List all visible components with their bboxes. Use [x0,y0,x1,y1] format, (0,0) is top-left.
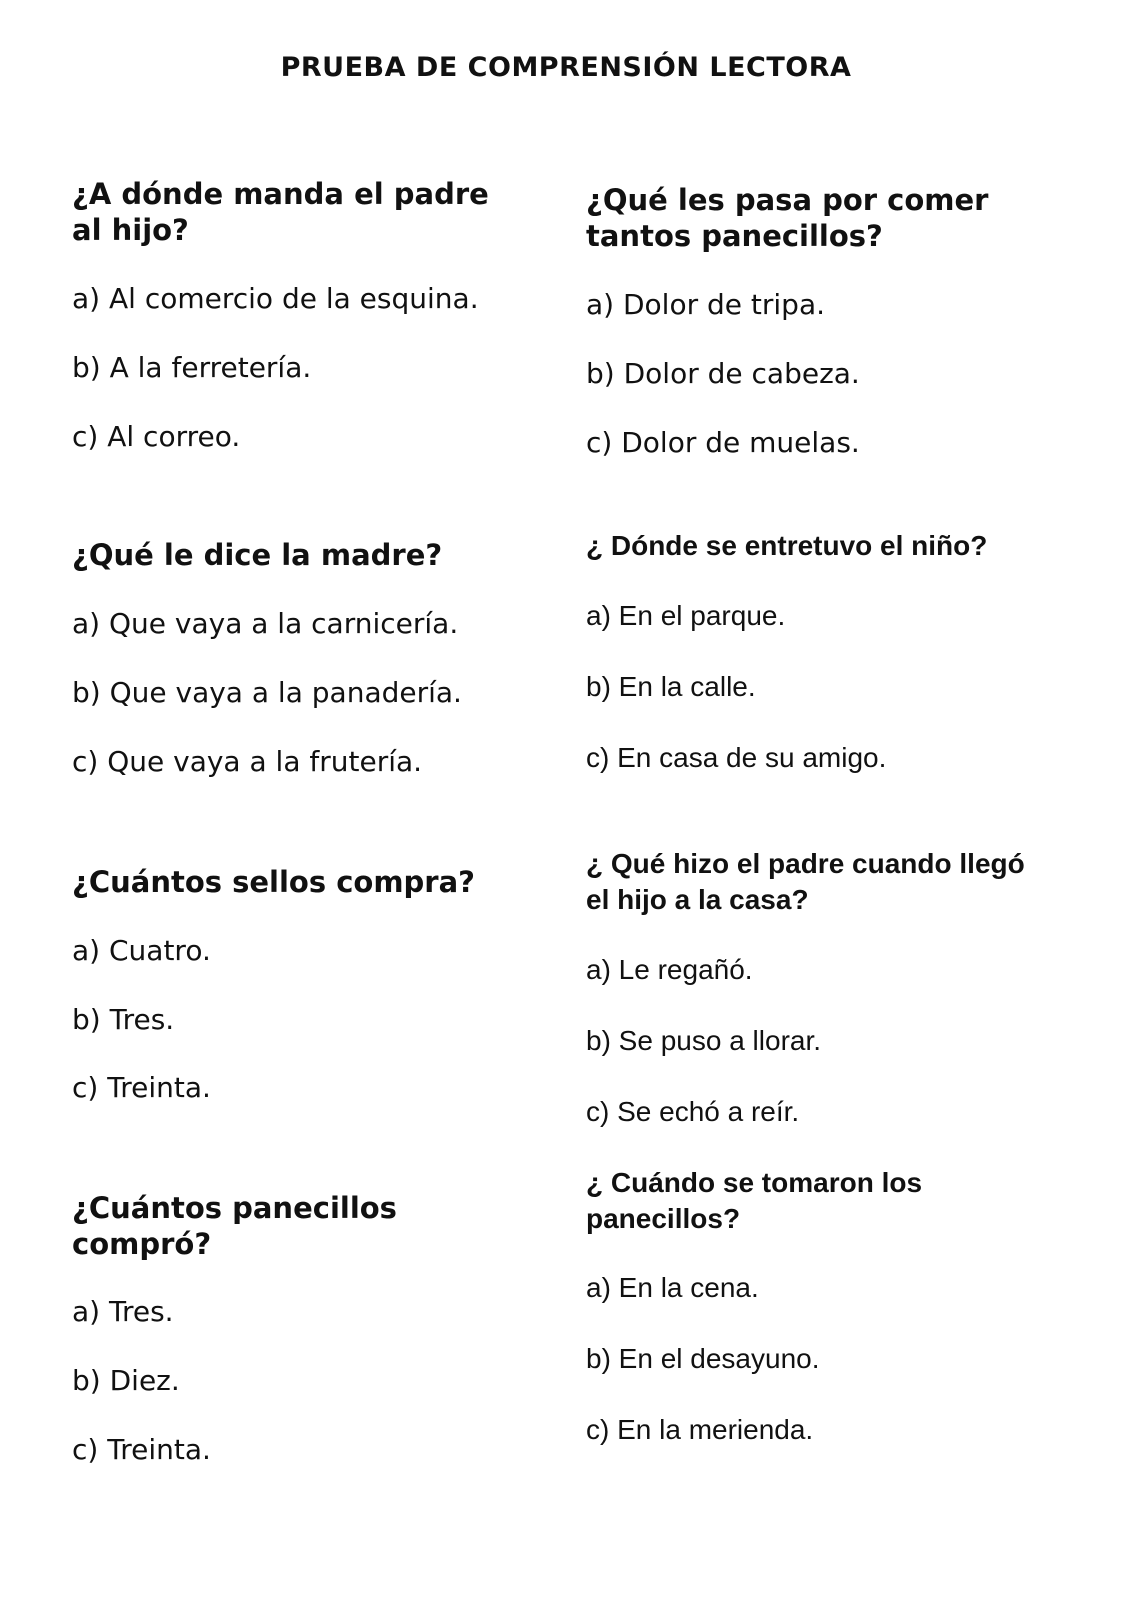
question-3-text: ¿Cuántos sellos compra? [72,865,475,899]
question-5-option-a: a) Dolor de tripa. [586,288,825,321]
question-3-option-b: b) Tres. [72,1003,175,1036]
question-2-option-b: b) Que vaya a la panadería. [72,676,462,709]
question-4-option-a: a) Tres. [72,1295,174,1328]
question-5-text: ¿Qué les pasa por comer tantos panecillos? [586,183,989,253]
question-1 [72,176,542,453]
question-1-option-a: a) Al comercio de la esquina. [72,282,479,315]
question-5-option-b: b) Dolor de cabeza. [586,357,860,390]
question-5 [586,182,1086,459]
question-8-option-b: b) En el desayuno. [586,1343,820,1374]
question-8-option-c: c) En la merienda. [586,1414,814,1445]
question-8-option-a: a) En la cena. [586,1272,759,1303]
question-5-option-c: c) Dolor de muelas. [586,426,860,459]
question-4-option-c: c) Treinta. [72,1433,211,1466]
question-2-text: ¿Qué le dice la madre? [72,538,443,572]
question-7 [586,846,1086,1127]
question-2-option-a: a) Que vaya a la carnicería. [72,607,459,640]
question-3-option-c: c) Treinta. [72,1071,211,1104]
question-7-text: ¿ Qué hizo el padre cuando llegó el hijo a la casa? [586,848,1025,915]
question-6-option-c: c) En casa de su amigo. [586,742,887,773]
question-8 [586,1165,1086,1445]
question-1-option-b: b) A la ferretería. [72,351,312,384]
question-3 [72,864,542,1104]
question-7-option-b: b) Se puso a llorar. [586,1025,822,1056]
question-6-option-a: a) En el parque. [586,600,786,631]
question-1-text: ¿A dónde manda el padre al hijo? [72,177,489,247]
question-6 [586,528,1086,773]
question-7-option-a: a) Le regañó. [586,954,753,985]
question-6-option-b: b) En la calle. [586,671,756,702]
question-2-option-c: c) Que vaya a la frutería. [72,745,423,778]
page-title: PRUEBA DE COMPRENSIÓN LECTORA [280,52,852,83]
question-7-option-c: c) Se echó a reír. [586,1096,800,1127]
question-2 [72,537,542,778]
question-3-option-a: a) Cuatro. [72,934,211,967]
question-8-text: ¿ Cuándo se tomaron los panecillos? [586,1167,923,1234]
question-4 [72,1190,542,1466]
question-4-text: ¿Cuántos panecillos compró? [72,1191,397,1261]
question-1-option-c: c) Al correo. [72,420,241,453]
question-4-option-b: b) Diez. [72,1364,180,1397]
question-6-text: ¿ Dónde se entretuvo el niño? [586,530,988,561]
